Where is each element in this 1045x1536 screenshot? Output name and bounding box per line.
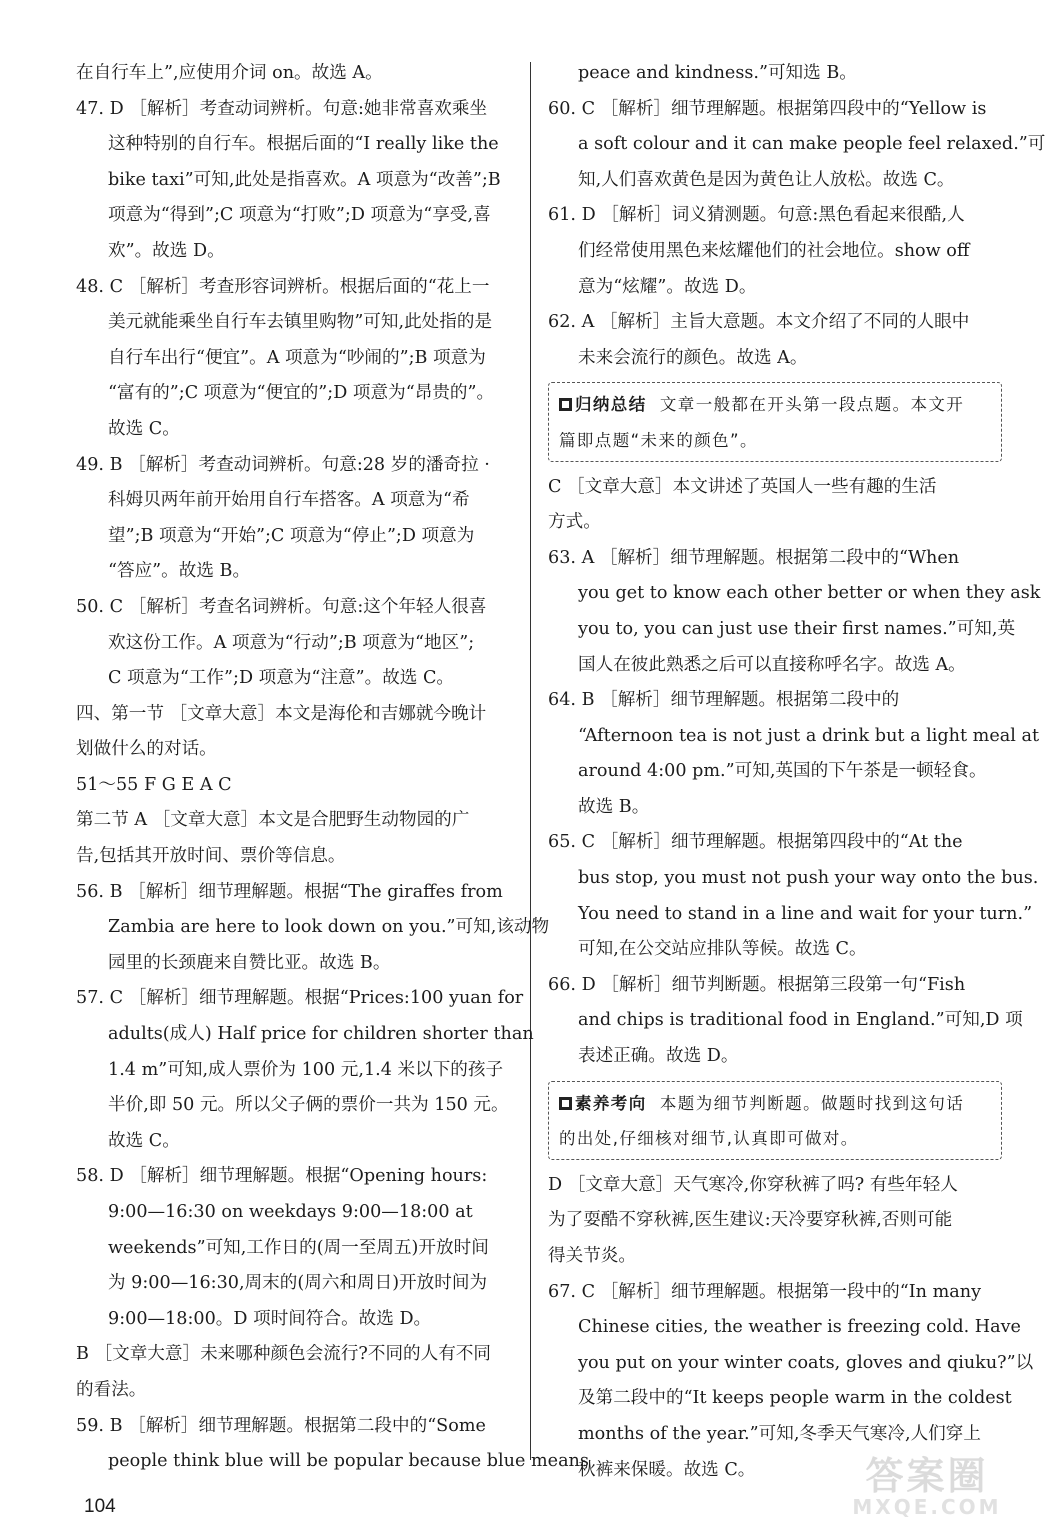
text-line: and chips is traditional food in England.”可知,D 项 bbox=[578, 1010, 1023, 1031]
answer-47: 47. D ［解析］考查动词辨析。句意:她非常喜欢乘坐 bbox=[76, 98, 488, 119]
right-column bbox=[548, 56, 1045, 1488]
text-line: people think blue will be popular because blue means bbox=[108, 1451, 589, 1472]
text-line: 得关节炎。 bbox=[548, 1246, 636, 1266]
text-line: 半价,即 50 元。所以父子俩的票价一共为 150 元。 bbox=[108, 1095, 509, 1116]
tip-square-icon bbox=[559, 398, 572, 411]
text-line: 科姆贝两年前开始用自行车搭客。A 项意为“希 bbox=[108, 490, 470, 511]
text-line: 故选 C。 bbox=[108, 418, 180, 439]
tip-heading: 素养考向 bbox=[575, 1093, 647, 1113]
text-line: 知,人们喜欢黄色是因为黄色让人放松。故选 C。 bbox=[578, 169, 955, 190]
watermark-logo bbox=[838, 1456, 1016, 1518]
text-line: 方式。 bbox=[548, 512, 601, 533]
summary-tip-box bbox=[548, 382, 1002, 461]
text-line: 自行车出行“便宜”。A 项意为“吵闹的”;B 项意为 bbox=[108, 347, 486, 368]
text-line: 们经常使用黑色来炫耀他们的社会地位。show off bbox=[578, 240, 970, 261]
column-divider bbox=[530, 62, 531, 1460]
text-line: adults(成人) Half price for children shorter than bbox=[108, 1024, 534, 1045]
answer-56: 56. B ［解析］细节理解题。根据“The giraffes from bbox=[76, 881, 503, 902]
text-line: 欢这份工作。A 项意为“行动”;B 项意为“地区”; bbox=[108, 632, 475, 653]
text-line: 这种特别的自行车。根据后面的“I really like the bbox=[108, 134, 499, 155]
text-line: weekends”可知,工作日的(周一至周五)开放时间 bbox=[108, 1237, 489, 1258]
tip-line: 篇即点题“未来的颜色”。 bbox=[559, 430, 758, 450]
text-line: bus stop, you must not push your way onto the bus. bbox=[578, 868, 1039, 889]
answer-49: 49. B ［解析］考查动词辨析。句意:28 岁的潘奇拉 · bbox=[76, 454, 490, 475]
text-line: 及第二段中的“It keeps people warm in the coldest bbox=[578, 1388, 1012, 1409]
answer-48: 48. C ［解析］考查形容词辨析。根据后面的“花上一 bbox=[76, 276, 490, 297]
answers-51-55: 51～55 F G E A C bbox=[76, 774, 232, 795]
text-line: peace and kindness.”可知选 B。 bbox=[578, 63, 857, 83]
text-line: 可知,在公交站应排队等候。故选 C。 bbox=[578, 939, 867, 960]
tip-line: 的出处,仔细核对细节,认真即可做对。 bbox=[559, 1129, 859, 1149]
answer-50: 50. C ［解析］考查名词辨析。句意:这个年轻人很喜 bbox=[76, 596, 487, 617]
text-line: 望”;B 项意为“开始”;C 项意为“停止”;D 项意为 bbox=[108, 525, 475, 546]
text-line: you to, you can just use their first names.”可知,英 bbox=[578, 618, 1016, 639]
tip-line: 素养考向 本题为细节判断题。做题时找到这句话 bbox=[559, 1086, 991, 1122]
text-line: 秋裤来保暖。故选 C。 bbox=[578, 1459, 756, 1480]
text-line: “答应”。故选 B。 bbox=[108, 561, 251, 582]
text-line: 9:00—18:00。D 项时间符合。故选 D。 bbox=[108, 1308, 432, 1329]
answer-64: 64. B ［解析］细节理解题。根据第二段中的 bbox=[548, 690, 900, 711]
text-line: “Afternoon tea is not just a drink but a light meal at bbox=[578, 725, 1040, 746]
answer-67: 67. C ［解析］细节理解题。根据第一段中的“In many bbox=[548, 1281, 982, 1302]
text-line: you put on your winter coats, gloves and qiuku?”以 bbox=[578, 1352, 1034, 1373]
answer-57: 57. C ［解析］细节理解题。根据“Prices:100 yuan for bbox=[76, 988, 524, 1009]
text-line: a soft colour and it can make people feel relaxed.”可 bbox=[578, 134, 1045, 155]
text-line: You need to stand in a line and wait for your turn.” bbox=[578, 903, 1033, 924]
text-line: 未来会流行的颜色。故选 A。 bbox=[578, 347, 808, 368]
literacy-tip-box bbox=[548, 1081, 1002, 1160]
text-line: around 4:00 pm.”可知,英国的下午茶是一顿轻食。 bbox=[578, 761, 987, 782]
answer-66: 66. D ［解析］细节判断题。根据第三段第一句“Fish bbox=[548, 974, 966, 995]
answer-59: 59. B ［解析］细节理解题。根据第二段中的“Some bbox=[76, 1415, 486, 1436]
passage-c-summary: C ［文章大意］本文讲述了英国人一些有趣的生活 bbox=[548, 476, 937, 497]
text-line: 意为“炫耀”。故选 D。 bbox=[578, 276, 757, 297]
text-line: 为 9:00—16:30,周末的(周六和周日)开放时间为 bbox=[108, 1273, 488, 1294]
watermark-text: 答案圈 bbox=[865, 1454, 989, 1498]
tip-line: 归纳总结 文章一般都在开头第一段点题。本文开 bbox=[559, 387, 991, 423]
text-line: 故选 C。 bbox=[108, 1130, 180, 1151]
answer-61: 61. D ［解析］词义猜测题。句意:黑色看起来很酷,人 bbox=[548, 205, 965, 226]
answer-63: 63. A ［解析］细节理解题。根据第二段中的“When bbox=[548, 547, 960, 568]
section-four-heading: 四、第一节 ［文章大意］本文是海伦和吉娜就今晚计 bbox=[76, 703, 487, 724]
text-line: bike taxi”可知,此处是指喜欢。A 项意为“改善”;B bbox=[108, 169, 501, 190]
text-line: 欢”。故选 D。 bbox=[108, 240, 225, 261]
section-two-heading: 第二节 A ［文章大意］本文是合肥野生动物园的广 bbox=[76, 810, 470, 831]
answer-58: 58. D ［解析］细节理解题。根据“Opening hours: bbox=[76, 1166, 488, 1187]
passage-b-summary: B ［文章大意］未来哪种颜色会流行?不同的人有不同 bbox=[76, 1344, 492, 1365]
text-line: 园里的长颈鹿来自赞比亚。故选 B。 bbox=[108, 952, 391, 973]
answer-65: 65. C ［解析］细节理解题。根据第四段中的“At the bbox=[548, 832, 963, 853]
text-line: you get to know each other better or when they ask bbox=[578, 583, 1041, 604]
text-line: Zambia are here to look down on you.”可知,该动物 bbox=[108, 917, 550, 938]
text-line: 的看法。 bbox=[76, 1379, 147, 1400]
text-line: 表述正确。故选 D。 bbox=[578, 1046, 739, 1067]
text-line: 划做什么的对话。 bbox=[76, 739, 217, 760]
page-number: 104 bbox=[84, 1496, 116, 1517]
text-line: 在自行车上”,应使用介词 on。故选 A。 bbox=[76, 63, 383, 83]
text-line: months of the year.”可知,冬季天气寒冷,人们穿上 bbox=[578, 1423, 981, 1444]
text-line: 9:00—16:30 on weekdays 9:00—18:00 at bbox=[108, 1202, 473, 1222]
text-line: C 项意为“工作”;D 项意为“注意”。故选 C。 bbox=[108, 668, 455, 689]
text-line: “富有的”;C 项意为“便宜的”;D 项意为“昂贵的”。 bbox=[108, 383, 495, 404]
watermark-url: MXQE.COM bbox=[852, 1495, 1002, 1519]
passage-d-summary: D ［文章大意］天气寒冷,你穿秋裤了吗? 有些年轻人 bbox=[548, 1174, 958, 1195]
tip-heading: 归纳总结 bbox=[575, 395, 647, 415]
text-line: 1.4 m”可知,成人票价为 100 元,1.4 米以下的孩子 bbox=[108, 1059, 504, 1080]
text-line: Chinese cities, the weather is freezing cold. Have bbox=[578, 1317, 1021, 1338]
text-line: 告,包括其开放时间、票价等信息。 bbox=[76, 846, 346, 867]
text-line: 项意为“得到”;C 项意为“打败”;D 项意为“享受,喜 bbox=[108, 205, 491, 226]
answer-62: 62. A ［解析］主旨大意题。本文介绍了不同的人眼中 bbox=[548, 312, 970, 333]
text-line: 为了耍酷不穿秋裤,医生建议:天冷要穿秋裤,否则可能 bbox=[548, 1210, 953, 1231]
text-line: 美元就能乘坐自行车去镇里购物”可知,此处指的是 bbox=[108, 312, 493, 333]
text-line: 故选 B。 bbox=[578, 796, 650, 817]
tip-square-icon bbox=[559, 1097, 572, 1110]
answer-60: 60. C ［解析］细节理解题。根据第四段中的“Yellow is bbox=[548, 98, 987, 119]
text-line: 国人在彼此熟悉之后可以直接称呼名字。故选 A。 bbox=[578, 654, 966, 675]
